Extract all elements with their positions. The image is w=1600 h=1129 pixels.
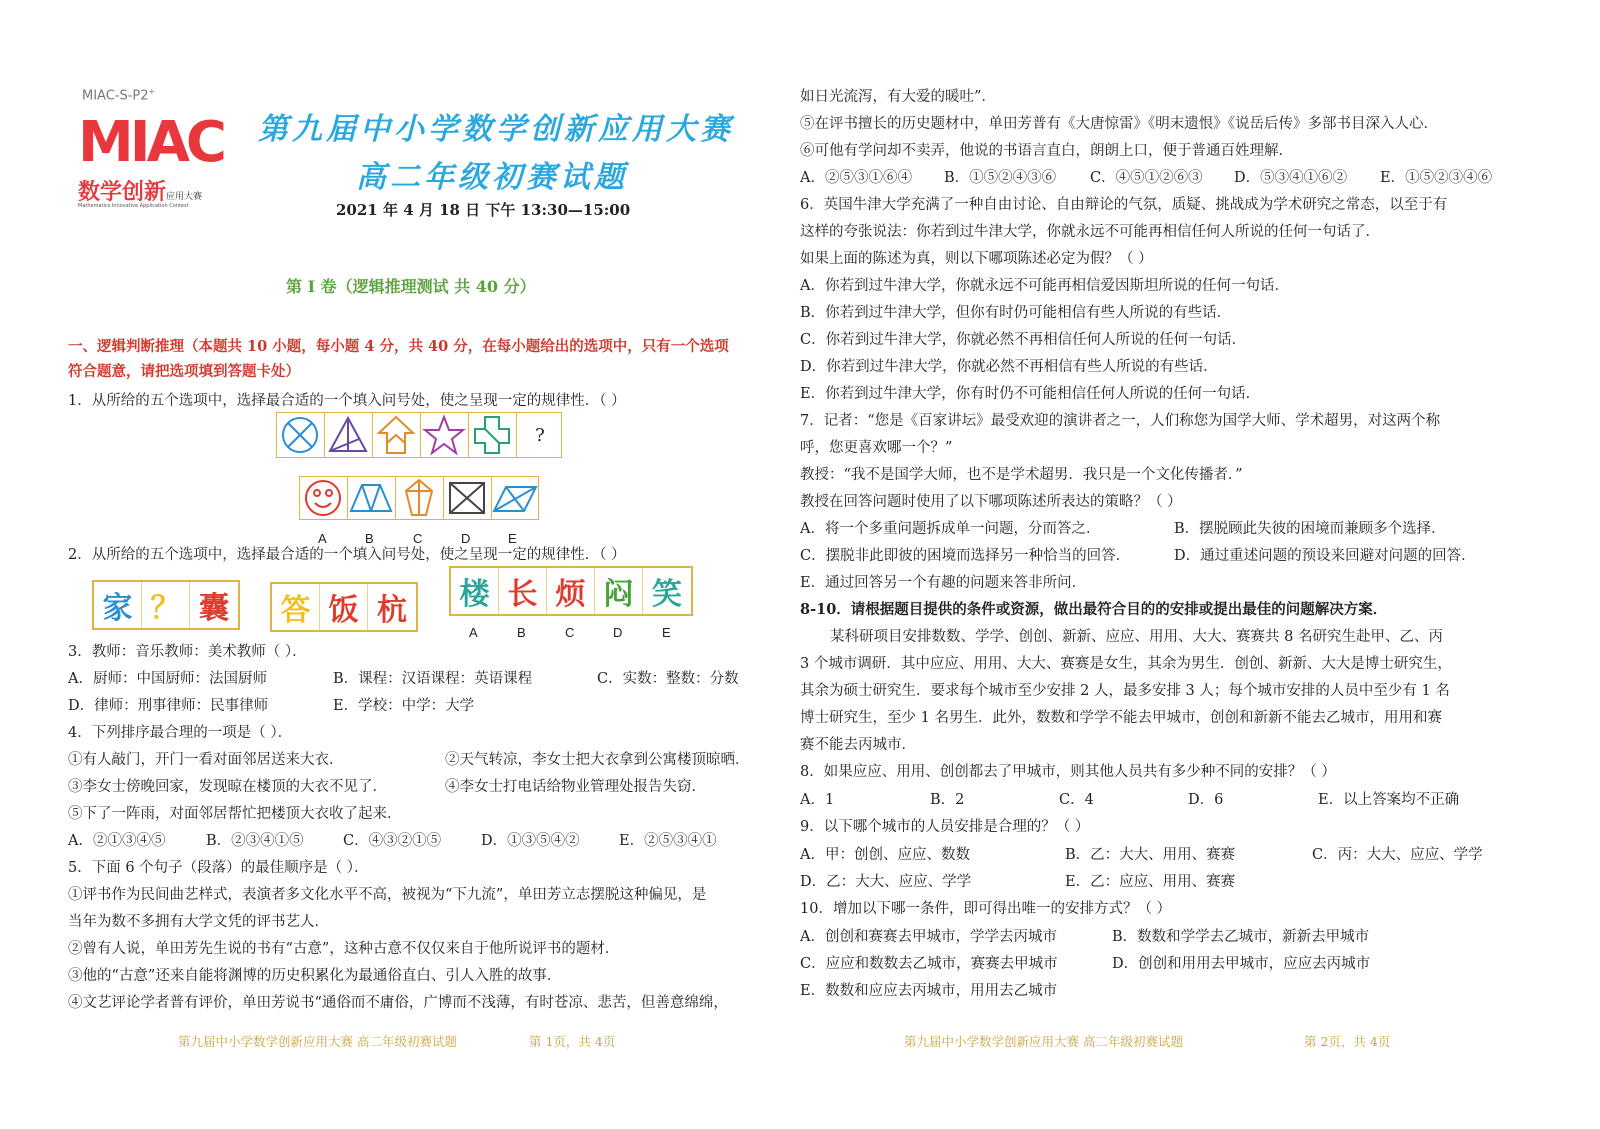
q4-item-3: ③李女士傍晚回家，发现晾在楼顶的大衣不见了． (68, 779, 387, 795)
q8-option-e: E．以上答案均不正确 (1318, 792, 1460, 808)
q10-option-a: A．创创和赛赛去甲城市，学学去丙城市 (800, 929, 1057, 945)
scenario-line-2: 3 个城市调研．其中应应、用用、大大、赛赛是女生，其余为男生．创创、新新、大大是博士研究生， (800, 656, 1452, 672)
q3-option-a: A．厨师：中国厨师：法国厨师 (68, 671, 267, 687)
question-7d: 教授在回答问题时使用了以下哪项陈述所表达的策略？（ ） (800, 494, 1182, 510)
q3-option-e: E．学校：中学：大学 (333, 698, 475, 714)
question-3: 3．教师：音乐教师：美术教师（ ）． (68, 644, 307, 660)
section-8-10-heading: 8-10．请根据题目提供的条件或资源，做出最符合目的的安排或提出最佳的问题解决方案． (800, 601, 1388, 618)
footer-left-title: 第九届中小学数学创新应用大赛 高二年级初赛试题 (178, 1034, 457, 1049)
q6-option-c: C．你若到过牛津大学，你就必然不再相信任何人所说的任何一句话． (800, 332, 1247, 348)
q2-group-1 (92, 580, 240, 630)
q10-option-b: B．数数和学学去乙城市，新新去甲城市 (1112, 929, 1370, 945)
q5-sentence-1a: ①评书作为民间曲艺样式，表演者多文化水平不高，被视为“下九流”，单田芳立志摆脱这种偏见，是 (68, 887, 707, 903)
q5-sentence-1b: 当年为数不多拥有大学文凭的评书艺人． (68, 914, 329, 930)
question-7a: 7．记者：“您是《百家讲坛》最受欢迎的演讲者之一，人们称您为国学大师、学术超男，对这两个称 (800, 413, 1441, 429)
footer-left-page: 第 1页，共 4页 (529, 1034, 616, 1049)
q9-option-e: E．乙：应应、用用、赛赛 (1065, 874, 1236, 890)
q5-sentence-4a: ④文艺评论学者普有评价，单田芳说书“通俗而不庸俗，广博而不浅薄，有时苍凉、悲苦，但善意绵绵， (68, 995, 728, 1011)
q8-option-d: D．6 (1188, 792, 1224, 808)
q5-option-e: E．①⑤②③④⑥ (1380, 170, 1493, 186)
q1-label-e: E (508, 531, 517, 546)
q2-option-d: 闷 (595, 568, 643, 614)
q5-sentence-6: ⑥可他有学问却不卖弄，他说的书语言直白，朗朗上口，便于普通百姓理解． (800, 143, 1293, 159)
q1-label-a: A (318, 531, 327, 546)
q5-sentence-4b: 如日光流泻，有大爱的暖吐”． (800, 89, 996, 105)
page-right (800, 0, 1600, 1129)
question-2: 2．从所给的五个选项中，选择最合适的一个填入问号处，使之呈现一定的规律性．（ ） (68, 547, 626, 563)
q3-option-b: B．课程：汉语课程：英语课程 (333, 671, 533, 687)
q2-label-c: C (565, 625, 575, 640)
q6-option-e: E．你若到过牛津大学，你有时仍不可能相信任何人所说的任何一句话． (800, 386, 1261, 402)
q1-figure-4 (421, 413, 469, 457)
question-7b: 呼，您更喜欢哪一个？” (800, 440, 953, 456)
q2-option-a: 楼 (451, 568, 499, 614)
question-5: 5．下面 6 个句子（段落）的最佳顺序是（ ）． (68, 860, 369, 876)
q1-figure-5 (469, 413, 517, 457)
q9-option-d: D．乙：大大、应应、学学 (800, 874, 972, 890)
q9-option-a: A．甲：创创、应应、数数 (800, 847, 970, 863)
q7-option-b: B．摆脱顾此失彼的困境而兼顾多个选择． (1174, 521, 1446, 537)
question-1: 1．从所给的五个选项中，选择最合适的一个填入问号处，使之呈现一定的规律性．（ ） (68, 393, 626, 409)
q1-figure-1 (277, 413, 325, 457)
footer-right-title: 第九届中小学数学创新应用大赛 高二年级初赛试题 (904, 1034, 1183, 1049)
q10-option-c: C．应应和数数去乙城市，赛赛去甲城市 (800, 956, 1058, 972)
q1-label-c: C (413, 531, 423, 546)
q4-item-5: ⑤下了一阵雨，对面邻居帮忙把楼顶大衣收了起来． (68, 806, 402, 822)
q4-option-c: C．④③②①⑤ (343, 833, 442, 849)
question-9: 9．以下哪个城市的人员安排是合理的？（ ） (800, 819, 1090, 835)
q4-item-2: ②天气转凉，李女士把大衣拿到公寓楼顶晾晒． (445, 752, 750, 768)
section-title: 第 I 卷（逻辑推理测试 共 40 分） (286, 277, 536, 296)
q2-option-b: 长 (499, 568, 547, 614)
q2-group-2 (270, 582, 418, 632)
question-8: 8．如果应应、用用、创创都去了甲城市，则其他人员共有多少种不同的安排？（ ） (800, 764, 1336, 780)
q5-option-c: C．④⑤①②⑥③ (1090, 170, 1203, 186)
question-6c: 如果上面的陈述为真，则以下哪项陈述必定为假？（ ） (800, 251, 1153, 267)
q6-option-a: A．你若到过牛津大学，你就永远不可能再相信爱因斯坦所说的任何一句话． (800, 278, 1289, 294)
q5-sentence-2: ②曾有人说，单田芳先生说的书有“古意”，这种古意不仅仅来自于他所说评书的题材． (68, 941, 620, 957)
q4-option-a: A．②①③④⑤ (68, 833, 166, 849)
q3-option-c: C．实数：整数：分数 (597, 671, 739, 687)
q2-g1-char-1: 家 (94, 582, 142, 628)
scenario-line-3: 其余为硕士研究生．要求每个城市至少安排 2 人，最多安排 3 人；每个城市安排的人员中至少有 1 名 (800, 683, 1450, 699)
q1-label-d: D (461, 531, 471, 546)
q2-option-e: 笑 (652, 577, 682, 612)
q5-option-a: A．②⑤③①⑥④ (800, 170, 912, 186)
q2-g2-char-2: 饭 (320, 584, 368, 630)
q2-label-d: D (613, 625, 623, 640)
q1-label-b: B (365, 531, 374, 546)
q8-option-c: C．4 (1059, 792, 1094, 808)
title-line-1: 第九届中小学数学创新应用大赛 (258, 112, 734, 147)
q1-option-e (492, 477, 540, 519)
q4-option-d: D．①③⑤④② (481, 833, 580, 849)
scenario-line-5: 赛不能去丙城市． (800, 737, 916, 753)
q1-option-a (300, 477, 348, 519)
q2-g2-char-1: 答 (272, 584, 320, 630)
q5-option-b: B．①⑤②④③⑥ (944, 170, 1057, 186)
q1-figure-3 (373, 413, 421, 457)
q2-option-c: 烦 (547, 568, 595, 614)
q7-option-e: E．通过回答另一个有趣的问题来答非所问． (800, 575, 1087, 591)
q9-option-b: B．乙：大大、用用、赛赛 (1065, 847, 1236, 863)
footer-right-page: 第 2页，共 4页 (1304, 1034, 1391, 1049)
scenario-line-1: 某科研项目安排数数、学学、创创、新新、应应、用用、大大、赛赛共 8 名研究生赴甲、乙、丙 (830, 629, 1443, 645)
q1-options (299, 476, 539, 520)
q1-option-d (444, 477, 492, 519)
q5-option-d: D．⑤③④①⑥② (1234, 170, 1348, 186)
question-6b: 这样的夸张说法：你若到过牛津大学，你就永远不可能再相信任何人所说的任何一句话了． (800, 224, 1380, 240)
q8-option-b: B．2 (930, 792, 965, 808)
q2-g2-char-3: 杭 (377, 593, 407, 628)
q1-figure-2 (325, 413, 373, 457)
q1-option-b (348, 477, 396, 519)
q4-item-4: ④李女士打电话给物业管理处报告失窃． (445, 779, 706, 795)
q8-option-a: A．1 (800, 792, 835, 808)
part-heading-2: 符合题意，请把选项填到答题卡处） (68, 363, 300, 380)
q7-option-c: C．摆脱非此即彼的困境而选择另一种恰当的回答． (800, 548, 1131, 564)
q9-option-c: C．丙：大大、应应、学学 (1312, 847, 1483, 863)
q4-item-1: ①有人敲门，开门一看对面邻居送来大衣． (68, 752, 344, 768)
q10-option-e: E．数数和应应去丙城市，用用去乙城市 (800, 983, 1058, 999)
title-line-2: 高二年级初赛试题 (356, 160, 628, 195)
question-4: 4．下列排序最合理的一项是（ ）． (68, 725, 293, 741)
q2-label-b: B (517, 625, 526, 640)
q2-g1-char-3: 囊 (199, 591, 229, 626)
question-6a: 6．英国牛津大学充满了一种自由讨论、自由辩论的气氛，质疑、挑战成为学术研究之常态，以至于有 (800, 197, 1448, 213)
doc-code: MIAC-S-P2+ (82, 87, 156, 104)
q5-sentence-3: ③他的“古意”还来自能将渊博的历史积累化为最通俗直白、引人入胜的故事． (68, 968, 562, 984)
q2-label-a: A (469, 625, 478, 640)
q2-label-e: E (662, 625, 671, 640)
q2-options (449, 566, 693, 616)
scenario-line-4: 博士研究生，至少 1 名男生．此外，数数和学学不能去甲城市，创创和新新不能去乙城市，用用和赛 (800, 710, 1442, 726)
q1-sequence (276, 412, 562, 458)
question-7c: 教授：“我不是国学大师，也不是学术超男．我只是一个文化传播者．” (800, 467, 1243, 483)
q5-sentence-5: ⑤在评书擅长的历史题材中，单田芳普有《大唐惊雷》《明末遗恨》《说岳后传》多部书目深入人心． (800, 116, 1438, 132)
q7-option-a: A．将一个多重问题拆成单一问题，分而答之． (800, 521, 1101, 537)
q6-option-b: B．你若到过牛津大学，但你有时仍可能相信有些人所说的有些话． (800, 305, 1232, 321)
exam-date: 2021 年 4 月 18 日 下午 13:30—15:00 (336, 201, 631, 219)
q7-option-d: D．通过重述问题的预设来回避对问题的回答． (1174, 548, 1476, 564)
q4-option-e: E．②⑤③④① (619, 833, 717, 849)
q3-option-d: D．律师：刑事律师：民事律师 (68, 698, 269, 714)
question-10: 10．增加以下哪一条件，即可得出唯一的安排方式？（ ） (800, 901, 1172, 917)
part-heading-1: 一、逻辑判断推理（本题共 10 小题，每小题 4 分，共 40 分，在每小题给出的选项中，只有一个选项 (68, 338, 729, 355)
q2-g1-char-2: ？ (142, 582, 190, 628)
q10-option-d: D．创创和用用去甲城市，应应去丙城市 (1112, 956, 1371, 972)
q1-question-mark: ? (535, 424, 545, 446)
miac-logo: MIAC 数学创新应用大赛 Mathematics Innovative Application Contest (78, 110, 223, 209)
q4-option-b: B．②③④①⑤ (206, 833, 304, 849)
q1-option-c (396, 477, 444, 519)
q6-option-d: D．你若到过牛津大学，你就必然不再相信有些人所说的有些话． (800, 359, 1218, 375)
